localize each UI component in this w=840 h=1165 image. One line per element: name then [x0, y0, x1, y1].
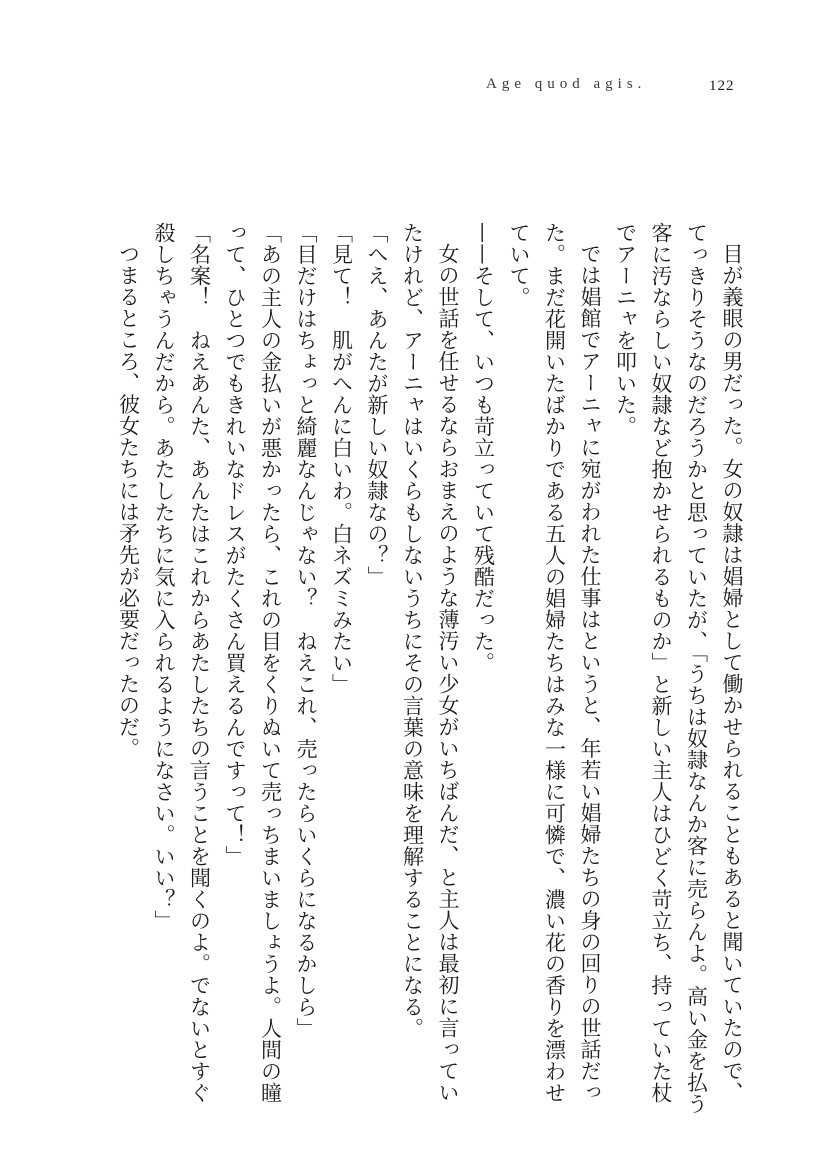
dialogue-line: 「あの主人の金払いが悪かったら、これの目をくりぬいて売っちまいましょうよ。人間の瞳って、ひとつでもきれいなドレスがたくさん買えるんですって！」	[223, 222, 283, 1104]
paragraph: 目が義眼の男だった。女の奴隷は娼婦として働かせられることもあると聞いていたので、てっきりそうなのだろうかと思っていたが、「うちは奴隷なんか客に売らんよ。高い金を払う客に汚ならしい奴隷など抱かせられるものか」と新しい主人はひどく苛立ち、持っていた杖でアーニャを叩いた。	[613, 222, 744, 1115]
dialogue-line: 「名案！ ねえあんた、あんたはこれからあたしたちの言うことを聞くのよ。でないとすぐ殺しちゃうんだから。あたしたちに気に入られるようになさい。いい？」	[152, 222, 212, 1104]
running-title: Age quod agis.	[486, 76, 647, 92]
paragraph: ——そして、いつも苛立っていて残酷だった。	[471, 222, 496, 674]
dialogue-line: 「見て！ 肌がへんに白いわ。白ネズミみたい」	[329, 222, 354, 695]
body-text	[110, 222, 749, 1122]
dialogue-line: 「目だけはちょっと綺麗なんじゃない？ ねえこれ、売ったらいくらになるかしら」	[294, 222, 318, 1039]
page-number: 122	[709, 78, 735, 94]
dialogue-line: 「へえ、あんたが新しい奴隷なの？」	[365, 222, 389, 588]
paragraph: つまるところ、彼女たちには矛先が必要だったのだ。	[116, 243, 141, 759]
paragraph: 女の世話を任せるならおまえのような薄汚い少女がいちばんだ、と主人は最初に言っていたけれど、アーニャはいくらもしないうちにその言葉の意味を理解することになる。	[400, 222, 460, 1103]
paragraph: では娼館でアーニャに宛がわれた仕事はというと、年若い娼婦たちの身の回りの世話だった。まだ花開いたばかりである五人の娼婦たちはみな一様に可憐で、濃い花の香りを漂わせていて。	[507, 222, 602, 1104]
